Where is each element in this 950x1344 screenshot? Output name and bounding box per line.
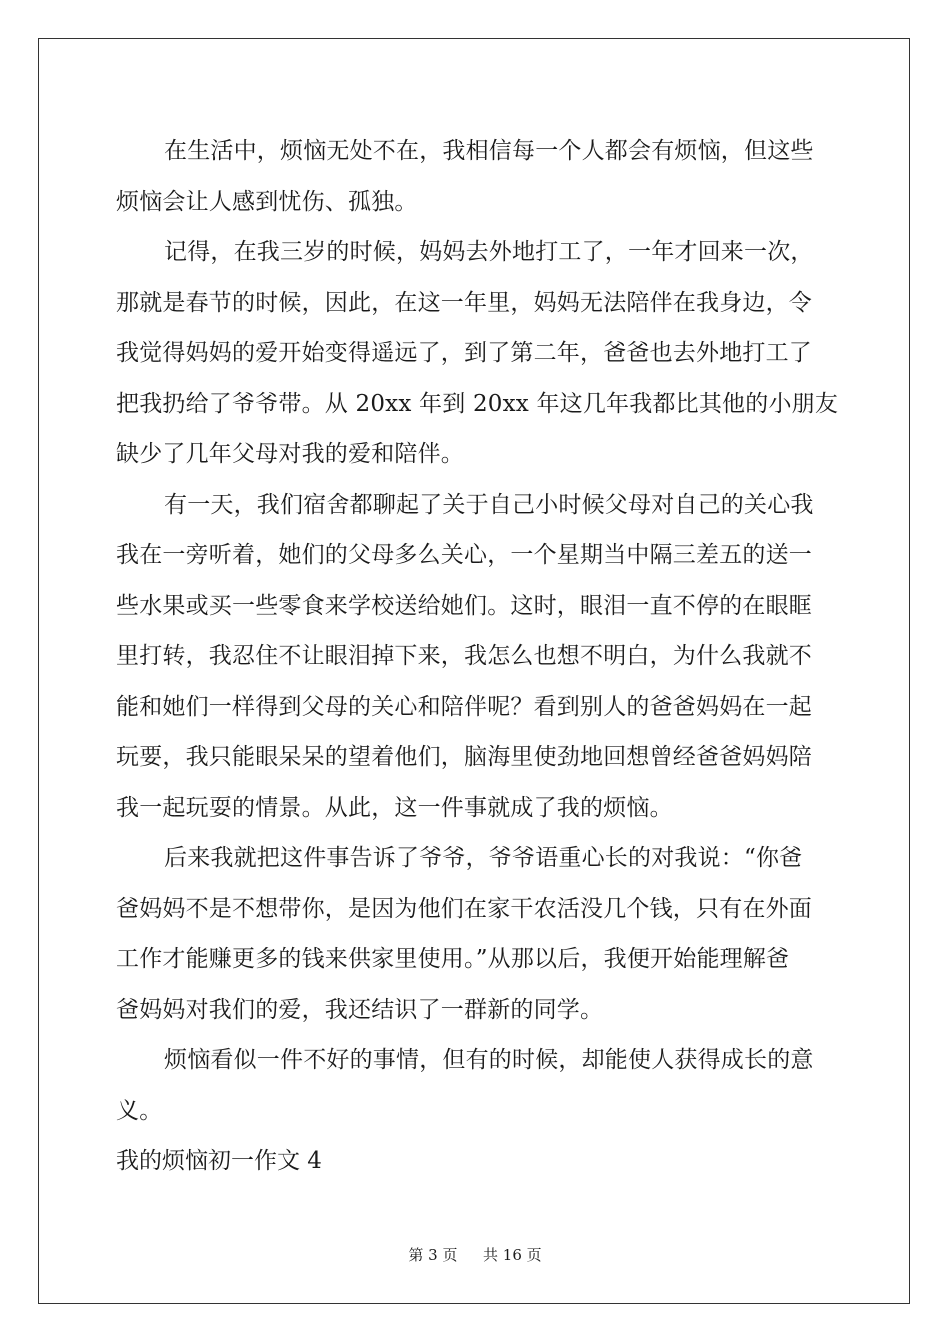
- text-line: 有一天，我们宿舍都聊起了关于自己小时候父母对自己的关心我: [164, 491, 814, 518]
- page-number: 第 3 页: [408, 1246, 458, 1264]
- text-line: 那就是春节的时候，因此，在这一年里，妈妈无法陪伴在我身边，令: [116, 289, 812, 316]
- paragraph-4: [116, 833, 834, 1035]
- paragraph-2: [116, 227, 839, 480]
- text-line: 烦恼看似一件不好的事情，但有的时候，却能使人获得成长的意: [164, 1047, 814, 1073]
- text-line: 义。: [116, 1097, 163, 1124]
- text-line: 我觉得妈妈的爱开始变得遥远了，到了第二年，爸爸也去外地打工了: [116, 340, 812, 366]
- text-line: 我一起玩耍的情景。从此，这一件事就成了我的烦恼。: [116, 794, 673, 821]
- text-line: 在生活中，烦恼无处不在，我相信每一个人都会有烦恼，但这些: [164, 138, 814, 164]
- text-line: 能和她们一样得到父母的关心和陪伴呢？看到别人的爸爸妈妈在一起: [116, 693, 812, 720]
- paragraph-5: [116, 1035, 834, 1136]
- document-body: [116, 126, 839, 1187]
- text-line: 记得，在我三岁的时候，妈妈去外地打工了，一年才回来一次，: [164, 239, 814, 265]
- page-total: 共 16 页: [483, 1246, 542, 1264]
- text-line: 里打转，我忍住不让眼泪掉下来，我怎么也想不明白，为什么我就不: [116, 643, 812, 669]
- page-footer: [0, 1244, 950, 1265]
- paragraph-1: [116, 126, 834, 227]
- next-essay-title: 我的烦恼初一作文 4: [116, 1148, 322, 1174]
- text-line: 些水果或买一些零食来学校送给她们。这时，眼泪一直不停的在眼眶: [116, 592, 812, 619]
- text-line: 爸妈妈不是不想带你，是因为他们在家干农活没几个钱，只有在外面: [116, 895, 812, 922]
- text-line: 爸妈妈对我们的爱，我还结识了一群新的同学。: [116, 996, 604, 1023]
- text-line: 把我扔给了爷爷带。从 20xx 年到 20xx 年这几年我都比其他的小朋友: [116, 390, 839, 417]
- text-line: 玩要，我只能眼呆呆的望着他们，脑海里使劲地回想曾经爸爸妈妈陪: [116, 744, 812, 770]
- paragraph-3: [116, 480, 834, 834]
- text-line: 烦恼会让人感到忧伤、孤独。: [116, 188, 418, 215]
- text-line: 我在一旁听着，她们的父母多么关心，一个星期当中隔三差五的送一: [116, 542, 812, 568]
- text-line: 工作才能赚更多的钱来供家里使用。”从那以后，我便开始能理解爸: [116, 946, 790, 972]
- text-line: 缺少了几年父母对我的爱和陪伴。: [116, 441, 464, 467]
- text-line: 后来我就把这件事告诉了爷爷，爷爷语重心长的对我说：“你爸: [164, 845, 803, 871]
